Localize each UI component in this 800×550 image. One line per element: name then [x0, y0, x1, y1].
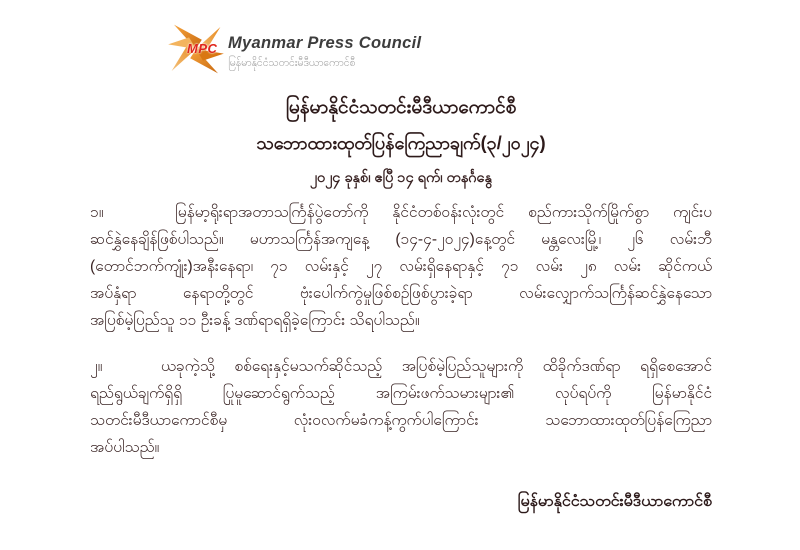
paragraph-1: [90, 199, 712, 334]
paragraph-2-line: ရည်ရွယ်ချက်ရှိရှိ ပြုမူဆောင်ရွက်သည့် အကြမ်းဖက်သမားများ၏ လုပ်ရပ်ကို မြန်မာနိုင်ငံ: [90, 385, 712, 403]
statement-title-number: သဘောထားထုတ်ပြန်ကြေညာချက်(၃/၂၀၂၄): [256, 132, 546, 153]
paragraph-2-line: သတင်းမီဒီယာကောင်စီမှ လုံးဝလက်မခံကန့်ကွက်ပါကြောင်း သဘောထားထုတ်ပြန်ကြေညာ: [90, 412, 712, 430]
mpc-star-icon: [166, 20, 226, 78]
mpc-badge-text: MPC: [187, 41, 218, 56]
paragraph-1-line: အပ်နှံရာ နေရာတို့တွင် ဗုံးပေါက်ကွဲမှုဖြစ်စဉ်ဖြစ်ပွားခဲ့ရာ လမ်းလျှောက်သင်္ကြန်ဆင်နွှဲနေသော: [90, 285, 712, 303]
paragraph-1-line: ၁။ မြန်မာ့ရိုးရာအတာသင်္ကြန်ပွဲတော်ကို နိုင်ငံတစ်ဝန်းလုံးတွင် စည်ကားသိုက်မြိုက်စွာ ကျင်းပ: [90, 204, 712, 222]
statement-body: [90, 96, 712, 461]
org-name-english: Myanmar Press Council: [228, 34, 422, 52]
org-name-burmese: မြန်မာနိုင်ငံသတင်းမီဒီယာကောင်စီ: [228, 57, 356, 69]
statement-date: ၂၀၂၄ ခုနှစ်၊ ဧပြီ ၁၄ ရက်၊ တနင်္ဂနွေ: [309, 170, 493, 187]
paragraph-2-line: အပ်ပါသည်။: [90, 439, 160, 457]
statement-title-org: မြန်မာနိုင်ငံသတင်းမီဒီယာကောင်စီ: [285, 97, 517, 118]
paragraph-2-line: ၂။ ယခုကဲ့သို့ စစ်ရေးနှင့်မသက်ဆိုင်သည့် အပြစ်မဲ့ပြည်သူများကို ထိခိုက်ဒဏ်ရာ ရရှိစေအောင်: [90, 358, 712, 376]
logo-text-block: [228, 20, 421, 72]
signature-org-name: မြန်မာနိုင်ငံသတင်းမီဒီယာကောင်စီ: [517, 493, 712, 510]
paragraph-1-line: ဆင်နွှဲနေချိန်ဖြစ်ပါသည်။ မဟာသင်္ကြန်အကျနေ့ (၁၄-၄-၂၀၂၄)နေ့တွင် မန္တလေးမြို့၊ ၂၆ လမ်းဘီ: [90, 231, 712, 249]
mpc-logo: [166, 20, 421, 78]
paragraph-1-line: (တောင်ဘက်ကျုံး)အနီးနေရာ၊ ၇၁ လမ်းနှင့် ၂၇ လမ်းရှိနေရာနှင့် ၇၁ လမ်း ၂၈ လမ်း ဆိုင်ကယ်: [90, 258, 712, 276]
paragraph-1-line: အပြစ်မဲ့ပြည်သူ ၁၁ ဦးခန့် ဒဏ်ရာရရှိခဲ့ကြောင်း သိရပါသည်။: [90, 312, 420, 330]
paragraph-2: [90, 353, 712, 461]
